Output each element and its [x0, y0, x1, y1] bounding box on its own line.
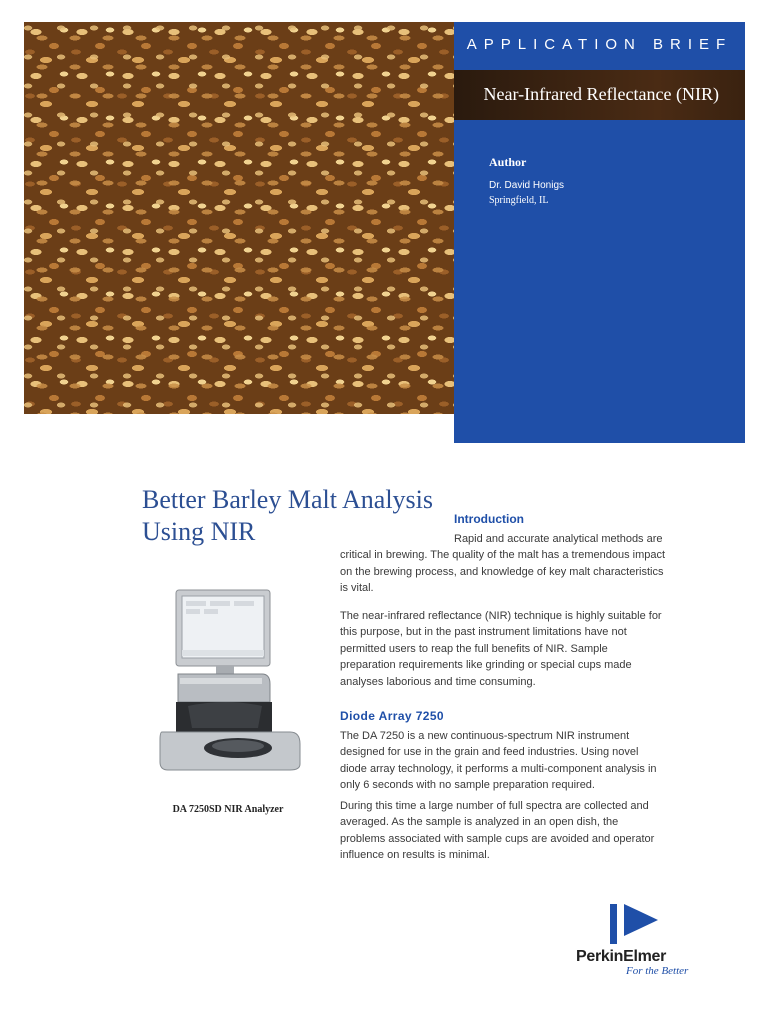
- technique-title: Near-Infrared Reflectance (NIR): [483, 84, 719, 104]
- header-panel: [454, 22, 745, 443]
- instrument-figure: [158, 588, 304, 788]
- brand-tagline: For the Better: [626, 965, 689, 977]
- author-heading: Author: [489, 155, 527, 169]
- brand-name: PerkinElmer: [576, 948, 667, 965]
- technique-band: [454, 70, 745, 120]
- author-location: Springfield, IL: [489, 195, 549, 206]
- figure-caption: DA 7250SD NIR Analyzer: [172, 804, 284, 815]
- analyzer-illustration: [158, 588, 304, 788]
- section-heading-diode-array: Diode Array 7250: [340, 709, 445, 723]
- brand-mark-icon: [610, 898, 670, 946]
- diode-paragraph-1: The DA 7250 is a new continuous-spectrum NIR instrument designed for use in the grain and feed industries. Using novel diode array technology, it performs a multi-component analysis in only 6 seconds with no sample preparation required.: [340, 730, 657, 792]
- title-line-1: Better Barley Malt Analysis: [142, 485, 434, 514]
- intro-paragraph-2: The near-infrared reflectance (NIR) technique is highly suitable for this purpose, but in the past instrument limitations have not permitted users to reap the full benefits of NIR. Sample preparation requirements like grinding or special cups made analyses laborious and time consuming.: [340, 610, 662, 688]
- section-heading-introduction: Introduction: [454, 512, 524, 526]
- title-line-2: Using NIR: [142, 517, 256, 546]
- application-brief-label: APPLICATION BRIEF: [466, 36, 733, 53]
- diode-paragraph-2: During this time a large number of full spectra are collected and averaged. As the sample is analyzed in an open dish, the problems associated with sample cups are avoided and operator influence on results is minimal.: [340, 800, 655, 862]
- barley-malt-photo: [24, 22, 454, 414]
- intro-paragraph-1: Rapid and accurate analytical methods are critical in brewing. The quality of the malt has a tremendous impact on the brewing process, and knowledge of key malt characteristics is vital.: [340, 533, 666, 595]
- perkinelmer-logo: [576, 898, 726, 982]
- author-name: Dr. David Honigs: [489, 180, 565, 191]
